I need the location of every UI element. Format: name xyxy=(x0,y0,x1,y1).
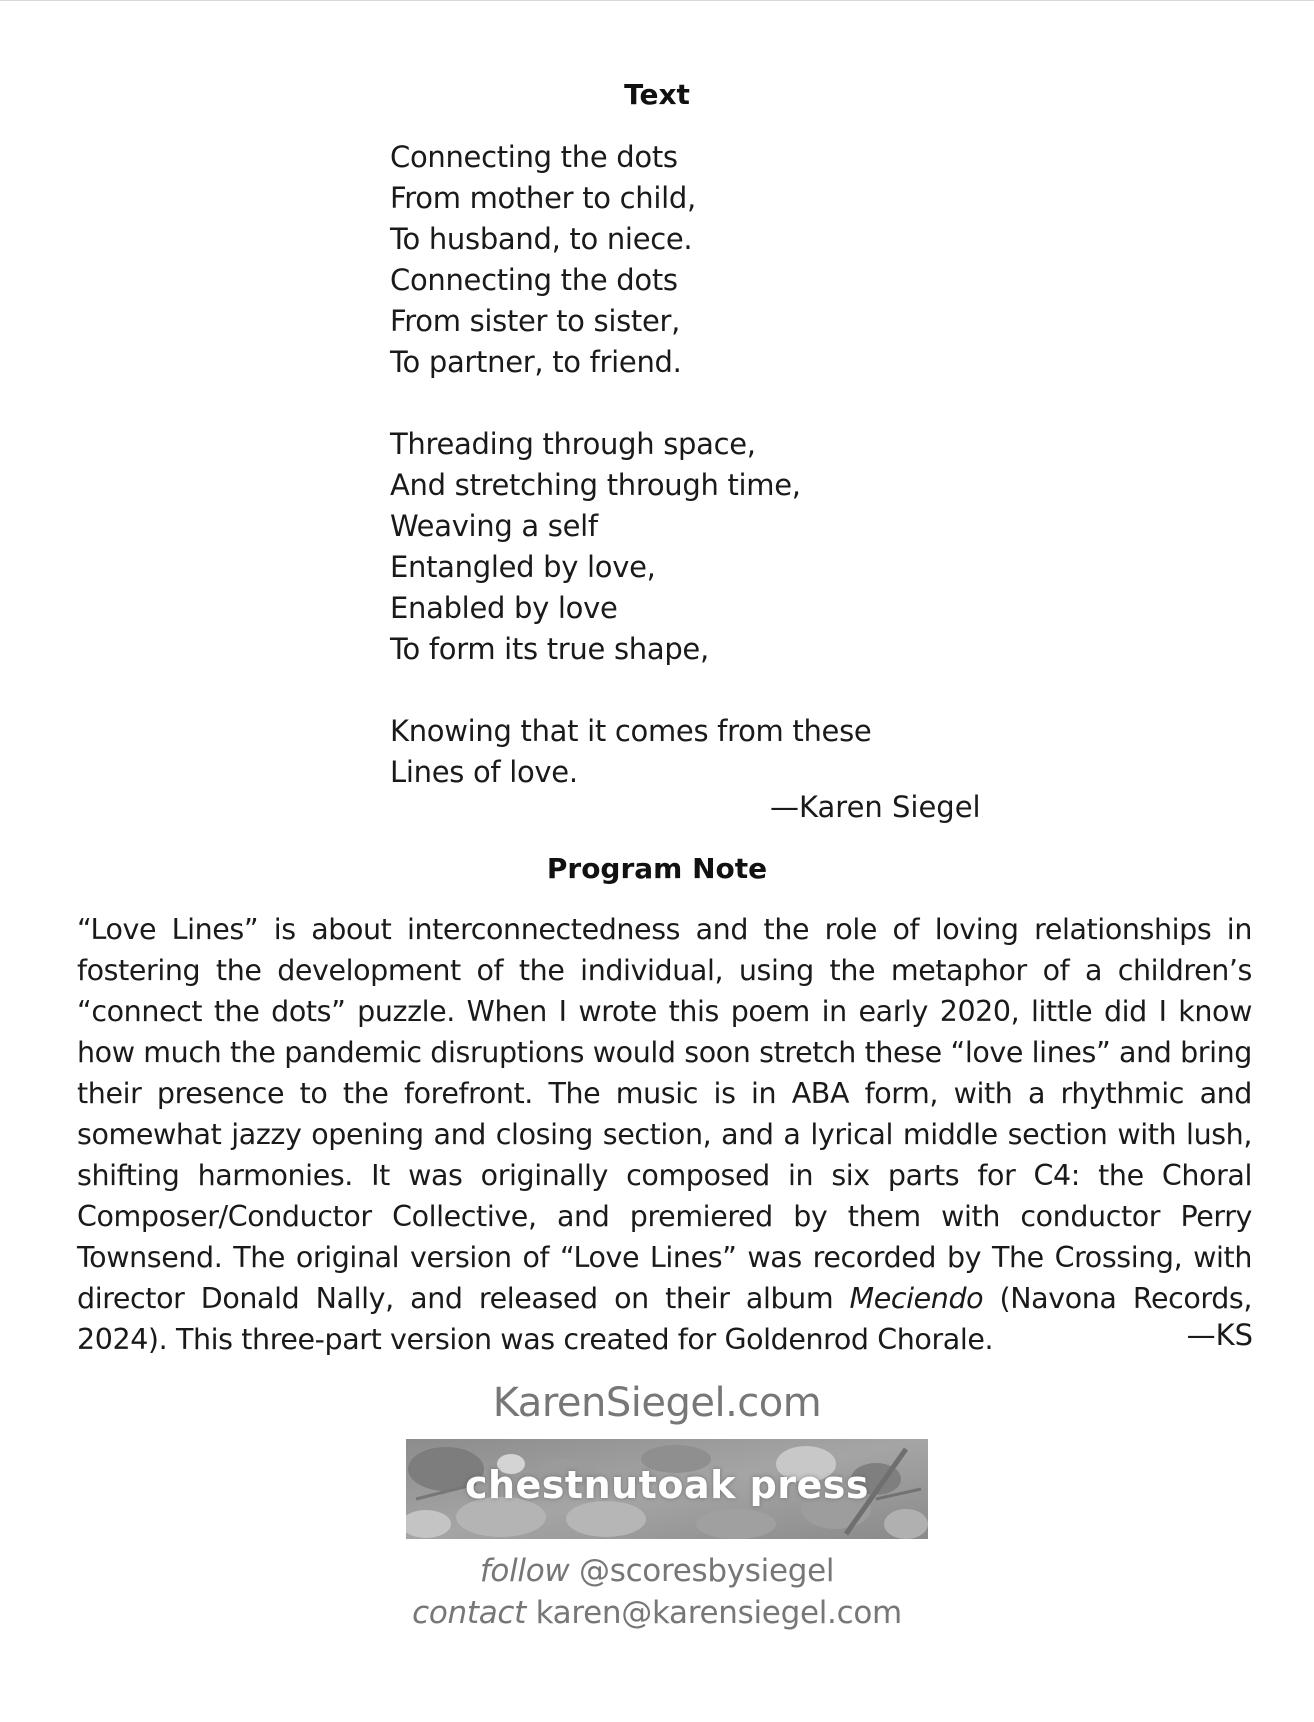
poem-line: Connecting the dots xyxy=(390,140,678,174)
program-note-text: (Navona Records, 2024). This three-part version was created for Goldenrod Chorale. xyxy=(77,1282,1252,1356)
press-logo-banner xyxy=(406,1439,928,1539)
follow-label: follow xyxy=(479,1553,570,1589)
poem-line: Knowing that it comes from these xyxy=(390,714,872,748)
poem-line: Connecting the dots xyxy=(390,263,678,297)
program-note-text: “Love Lines” is about interconnectedness and the role of loving relationships in fostering the development of the individual, using the metaphor of a children’s “connect the dots” puzzle. When I wrote this poem in early 2020, little did I know how much the pandemic disruptions would soon stretch these “love lines” and bring their presence to the forefront. The music is in ABA form, with a rhythmic and somewhat jazzy opening and closing section, and a lyrical middle section with lush, shifting harmonies. It was originally composed in six parts for C4: the Choral Composer/Conductor Collective, and premiered by them with conductor Perry Townsend. The original version of “Love Lines” was recorded by The Crossing, with director Donald Nally, and released on their album xyxy=(77,913,1252,1315)
follow-line xyxy=(0,1553,1314,1589)
poem-line: And stretching through time, xyxy=(390,468,801,502)
program-note-attribution: —KS xyxy=(1186,1318,1253,1352)
poem-stanza xyxy=(390,711,1090,793)
program-note-heading: Program Note xyxy=(546,852,768,885)
poem-line: To form its true shape, xyxy=(390,632,709,666)
page-top-border xyxy=(0,0,1314,1)
poem-line: From mother to child, xyxy=(390,181,696,215)
social-handle-link[interactable]: @scoresbysiegel xyxy=(579,1553,835,1589)
poem-line: Threading through space, xyxy=(390,427,756,461)
program-note-body xyxy=(77,909,1252,1360)
poem-line: From sister to sister, xyxy=(390,304,681,338)
poem-line: Weaving a self xyxy=(390,509,598,543)
album-title: Meciendo xyxy=(849,1282,984,1315)
press-name: chestnutoak press xyxy=(464,1463,870,1507)
contact-label: contact xyxy=(412,1595,526,1631)
text-heading: Text xyxy=(624,78,690,111)
poem-line: Enabled by love xyxy=(390,591,618,625)
poem-line: Lines of love. xyxy=(390,755,578,789)
poem-line: To husband, to niece. xyxy=(390,222,693,256)
contact-line xyxy=(0,1595,1314,1631)
poem-stanza xyxy=(390,424,1090,670)
poem-attribution: —Karen Siegel xyxy=(770,790,981,824)
poem-line: Entangled by love, xyxy=(390,550,656,584)
poem-stanza xyxy=(390,137,1090,383)
poem-line: To partner, to friend. xyxy=(390,345,682,379)
poem xyxy=(390,137,1090,793)
website-link[interactable]: KarenSiegel.com xyxy=(492,1380,822,1426)
email-link[interactable]: karen@karensiegel.com xyxy=(535,1595,902,1631)
